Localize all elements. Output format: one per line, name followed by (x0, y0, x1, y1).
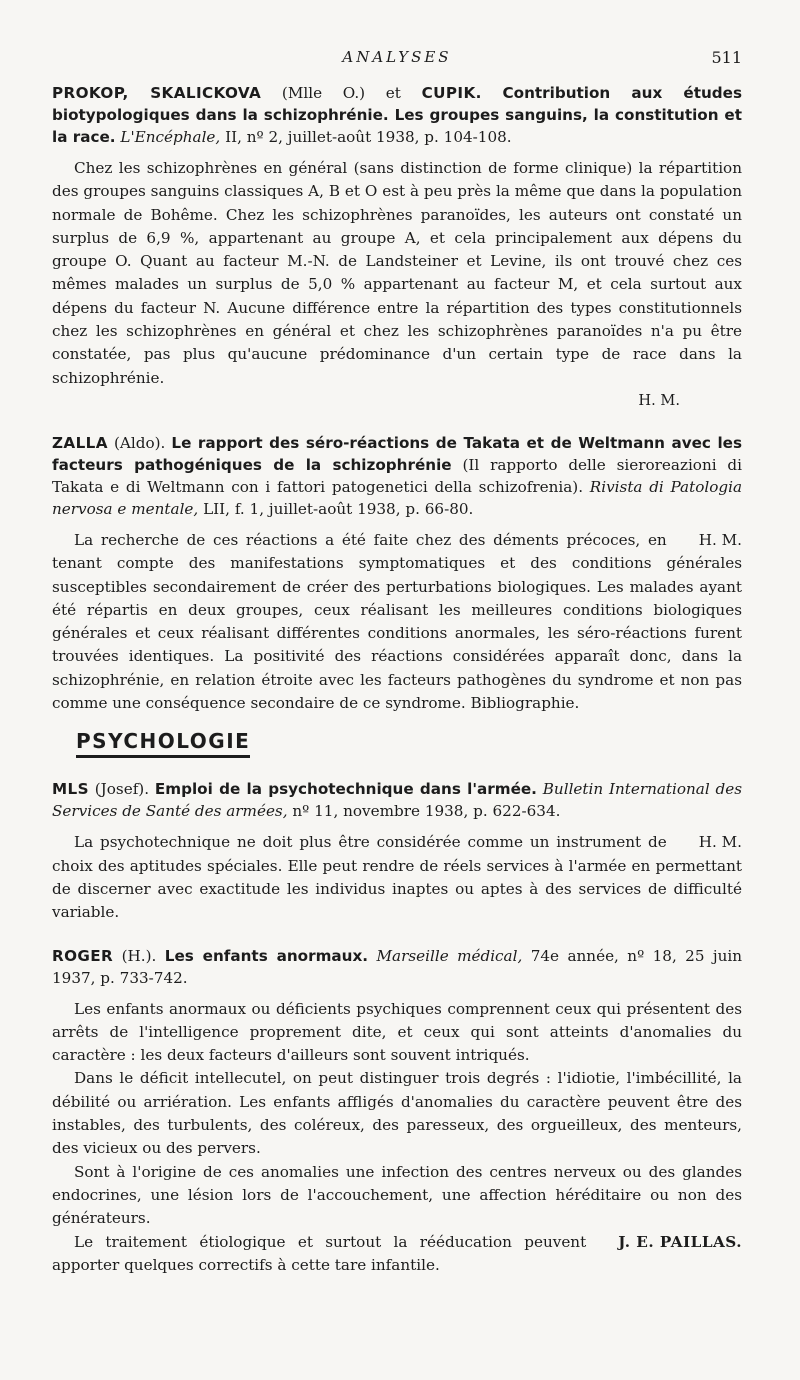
paragraph: Sont à l'origine de ces anomalies une infection des centres nerveux ou des glandes endocrines, une lésion lors de l'accouchement, une affection héréditaire ou non des générateurs. (52, 1162, 742, 1228)
review-entry-roger (52, 945, 742, 1278)
author-extra: (H.). (121, 946, 157, 965)
article-title: Les enfants anormaux. (164, 946, 369, 965)
entry-heading (52, 432, 742, 520)
entry-heading (52, 945, 742, 989)
page-number: 511 (711, 48, 742, 67)
review-entry-prokop (52, 82, 742, 412)
paragraph: Les enfants anormaux ou déficients psychiques comprennent ceux qui présentent des arrêts de l'intelligence proprement dite, et ceux qui sont atteints d'anomalies du caractère : les deux facteurs d'ailleurs sont souvent intriqués. (52, 999, 742, 1065)
author: PROKOP, SKALICKOVA (52, 84, 262, 102)
paragraph (52, 529, 742, 715)
paragraph-text: La recherche de ces réactions a été faite chez des déments précoces, en tenant compte des manifestations symptomatiques et des conditions générales susceptibles secondairement de créer des perturbations biologiques. Les malades ayant été répartis en deux groupes, ceux réalisant les meilleures conditions biologiques générales et ceux réalisant différentes conditions anormales, les séro-réactions furent trouvées identiques. La positivité des réactions considérées apparaît donc, dans la schizophrénie, en relation étroite avec les facteurs pathogènes du syndrome et non pas comme une conséquence secondaire de ce syndrome. Bibliographie. (52, 530, 742, 713)
paragraph (52, 1231, 742, 1278)
signature: H. M. (698, 833, 742, 852)
journal-ref: II, nº 2, juillet-août 1938, p. 104-108. (225, 128, 512, 146)
review-entry-zalla (52, 432, 742, 715)
signature: H. M. (638, 391, 680, 409)
paragraph: Chez les schizophrènes en général (sans distinction de forme clinique) la répartition des groupes sanguins classiques A, B et O est à peu près la même que dans la population normale de Bohême. Chez les schizophrènes paranoïdes, les auteurs ont constaté un surplus de 6,9 %, appartenant au groupe A, et cela principalement aux dépens du groupe O. Quant au facteur M.-N. de Landsteiner et Levine, ils ont trouvé chez ces mêmes malades un surplus de 5,0 % appartenant au facteur M, et cela surtout aux dépens du facteur N. Aucune différence entre la répartition des types constitutionnels chez les schizophrènes en général et chez les schizophrènes paranoïdes n'a pu être constatée, pas plus qu'aucune prédominance d'un certain type de race dans la schizophrénie. (52, 159, 742, 387)
article-title: Contribution aux études biotypologiques dans la schizophrénie. Les groupes sanguins, la constitution et la race. (52, 84, 742, 146)
signature: J. E. PAILLAS. (618, 1232, 742, 1251)
page (52, 48, 742, 1277)
original-title: (Il rapporto delle sieroreazioni di Takata e di Weltmann con i fattori patogenetici della schizofrenia). (52, 455, 743, 496)
journal-name: Marseille médical, (376, 946, 523, 965)
author-extra: (Josef). (94, 780, 150, 799)
paragraph: Dans le déficit intellecutel, on peut distinguer trois degrés : l'idiotie, l'imbécillité, la débilité ou arriération. Les enfants affligés d'anomalies du caractère peuvent être des instables, des turbulents, des coléreux, des paresseux, des orgueilleux, des menteurs, des vicieux ou des pervers. (52, 1069, 742, 1158)
author: MLS (52, 780, 89, 799)
entry-heading (52, 778, 742, 822)
author: ZALLA (52, 433, 108, 452)
author-2: CUPIK. (421, 84, 482, 102)
signature: H. M. (698, 530, 742, 549)
running-head (52, 48, 742, 82)
running-title: ANALYSES (342, 48, 452, 66)
article-title: Le rapport des séro-réactions de Takata et de Weltmann avec les facteurs pathogéniques de la schizophrénie (52, 433, 743, 474)
journal-name: L'Encéphale, (120, 128, 221, 146)
journal-name: Rivista di Patologia nervosa e mentale, (52, 477, 742, 518)
paragraph (52, 831, 742, 924)
paragraph-text: La psychotechnique ne doit plus être considérée comme un instrument de choix des aptitudes spéciales. Elle peut rendre de réels services à l'armée en permettant de discerner avec exactitude les individus inaptes ou aptes à des services de difficulté variable. (52, 833, 742, 922)
author: ROGER (52, 946, 114, 965)
entry-heading (52, 82, 742, 148)
journal-ref: LII, f. 1, juillet-août 1938, p. 66-80. (203, 499, 474, 518)
journal-ref: nº 11, novembre 1938, p. 622-634. (292, 802, 561, 821)
author-extra: (Mlle O.) et (281, 84, 401, 102)
paragraph-text: Le traitement étiologique et surtout la rééducation peuvent apporter quelques correctifs à cette tare infantile. (52, 1232, 587, 1274)
review-entry-mls (52, 778, 742, 924)
journal-ref: 74e année, nº 18, 25 juin 1937, p. 733-742. (52, 946, 743, 987)
journal-name: Bulletin International des Services de Santé des armées, (52, 780, 743, 821)
author-extra: (Aldo). (113, 433, 166, 452)
article-title: Emploi de la psychotechnique dans l'armée. (154, 780, 537, 799)
section-heading: PSYCHOLOGIE (76, 729, 250, 758)
